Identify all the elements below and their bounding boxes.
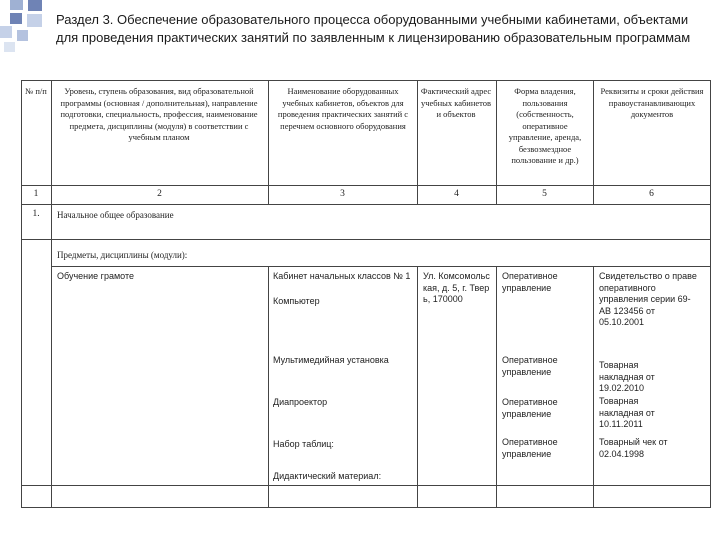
ownership-cell: Оперативное управление [502, 355, 558, 377]
column-divider [51, 80, 52, 508]
row-divider [21, 185, 711, 186]
column-divider [417, 80, 418, 204]
column-header-documents: Реквизиты и сроки действия правоустанавливающих документов [600, 86, 704, 119]
column-header-program: Уровень, ступень образования, вид образовательной программы (основная / дополнительная), направление подготовки, специальность, профессия, наименование предмета, дисциплины (модуля) в соответствии с учебным планом [60, 86, 258, 142]
equipment-item: Компьютер [273, 296, 320, 306]
table-border-bottom [21, 507, 711, 508]
column-divider [593, 266, 594, 508]
column-divider [417, 266, 418, 508]
document-cell: Товарный чек от 02.04.1998 [599, 437, 668, 459]
column-header-address: Фактический адрес учебных кабинетов и объектов [420, 86, 492, 119]
column-divider [593, 80, 594, 204]
table-border-right [710, 80, 711, 508]
column-number: 6 [649, 189, 654, 199]
row-divider [21, 239, 711, 240]
column-number: 4 [454, 189, 459, 199]
column-divider [268, 266, 269, 508]
column-header-ownership: Форма владения, пользования (собственность, оперативное управление, аренда, безвозмездное пользование и др.) [508, 86, 582, 165]
equipment-table [21, 80, 711, 508]
subjects-label: Предметы, дисциплины (модули): [57, 250, 188, 260]
ownership-cell: Оперативное управление [502, 437, 558, 459]
row-divider [51, 266, 711, 267]
column-number: 2 [157, 189, 162, 199]
page-title: Раздел 3. Обеспечение образовательного процесса оборудованными учебными кабинетами, объектами для проведения практических занятий по заявленным к лицензированию образовательным программам [56, 12, 691, 45]
column-header-rooms: Наименование оборудованных учебных кабинетов, объектов для проведения практических занятий с перечнем основного оборудования [277, 86, 409, 131]
column-number: 5 [542, 189, 547, 199]
equipment-item: Кабинет начальных классов № 1 [273, 271, 411, 281]
row-divider [21, 485, 711, 486]
column-number: 1 [33, 189, 39, 199]
equipment-item: Диапроектор [273, 397, 328, 407]
column-divider [496, 266, 497, 508]
section-number: 1. [32, 209, 40, 219]
address-cell: Ул. Комсомольская, д. 5, г. Тверь, 170000 [423, 271, 490, 304]
column-header-number: № п/п [25, 86, 47, 96]
equipment-item: Набор таблиц: [273, 439, 334, 449]
table-border-top [21, 80, 711, 81]
equipment-item: Дидактический материал: [273, 471, 382, 481]
equipment-item: Мультимедийная установка [273, 355, 389, 365]
subject-name: Обучение грамоте [57, 271, 134, 281]
ownership-cell: Оперативное управление [502, 271, 558, 293]
column-divider [496, 80, 497, 204]
corner-decoration [0, 0, 60, 54]
document-cell: Товарная накладная от 10.11.2011 [599, 396, 655, 429]
table-border-left [21, 80, 22, 508]
section-title: Начальное общее образование [57, 210, 174, 220]
row-divider [21, 204, 711, 205]
document-cell: Товарная накладная от 19.02.2010 [599, 360, 655, 393]
ownership-cell: Оперативное управление [502, 397, 558, 419]
column-number: 3 [340, 189, 345, 199]
document-cell: Свидетельство о праве оперативного управления серии 69-АВ 123456 от 05.10.2001 [599, 271, 697, 327]
column-divider [268, 80, 269, 204]
